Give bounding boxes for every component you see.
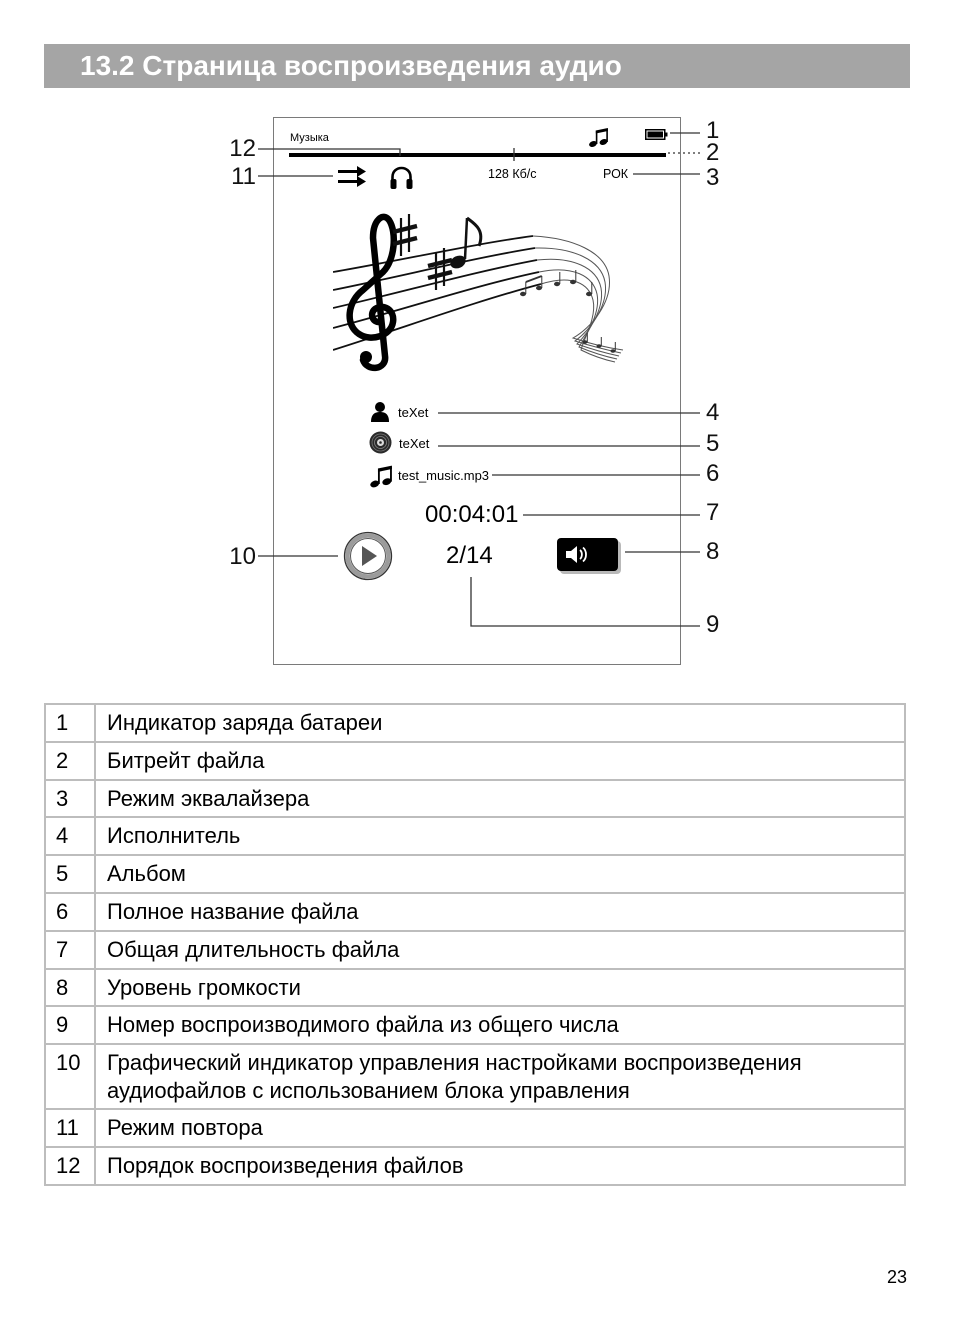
- audio-player-screen: [273, 117, 681, 665]
- callout-label-2: 2: [706, 139, 720, 166]
- callout-label-6: 6: [706, 460, 720, 487]
- row-description: Исполнитель: [107, 823, 241, 849]
- table-row: [46, 781, 904, 819]
- row-number: 8: [46, 970, 96, 1006]
- double-arrow-icon: [337, 166, 367, 187]
- callout-label-12: 12: [229, 135, 256, 162]
- row-description: Индикатор заряда батареи: [107, 710, 383, 735]
- row-description: Уровень громкости: [107, 974, 301, 1000]
- section-title: 13.2 Страница воспроизведения аудио: [80, 50, 622, 81]
- row-number: 10: [46, 1045, 96, 1108]
- table-row: [46, 705, 904, 743]
- row-description: Порядок воспроизведения файлов: [107, 1152, 464, 1178]
- row-description: Режим эквалайзера: [107, 785, 310, 811]
- callout-label-1: 1: [706, 117, 720, 144]
- file-note-icon: [369, 464, 392, 489]
- staff-ribbon: [533, 236, 623, 362]
- album-disc-icon: [369, 431, 392, 454]
- duration-text: 00:04:01: [425, 501, 519, 528]
- row-description: Альбом: [107, 861, 186, 887]
- table-row: [46, 1007, 904, 1045]
- artist-icon: [370, 401, 390, 422]
- row-number: 3: [46, 781, 96, 817]
- row-description: Графический индикатор управления настройками воспроизведения аудиофайлов с использованием блока управления: [107, 1050, 802, 1104]
- table-row: [46, 1110, 904, 1148]
- battery-icon: [645, 129, 668, 140]
- row-number: 12: [46, 1148, 96, 1184]
- callout-label-11: 11: [231, 163, 256, 190]
- row-description: Общая длительность файла: [107, 936, 400, 962]
- row-number: 6: [46, 894, 96, 930]
- row-description: Полное название файла: [107, 898, 359, 924]
- row-description: Битрейт файла: [107, 747, 265, 773]
- row-number: 4: [46, 818, 96, 854]
- callout-label-4: 4: [706, 399, 720, 426]
- treble-clef-icon: [350, 217, 394, 368]
- table-row: [46, 894, 904, 932]
- callout-label-5: 5: [706, 430, 720, 457]
- progress-line: [289, 153, 666, 157]
- music-artwork: [333, 210, 625, 372]
- table-row: [46, 932, 904, 970]
- screen-title: Музыка: [290, 132, 329, 144]
- table-row: [46, 818, 904, 856]
- album-text: teXet: [399, 436, 430, 451]
- music-note-icon: [588, 127, 608, 148]
- table-row: [46, 1045, 904, 1110]
- row-number: 2: [46, 743, 96, 779]
- table-row: [46, 743, 904, 781]
- track-position-text: 2/14: [446, 542, 493, 569]
- callout-label-8: 8: [706, 538, 720, 565]
- row-number: 1: [46, 705, 96, 741]
- callout-label-3: 3: [706, 164, 720, 191]
- page-number: 23: [887, 1267, 908, 1287]
- bitrate-text: 128 Кб/с: [488, 167, 537, 181]
- equalizer-text: РОК: [603, 167, 629, 181]
- row-description: Режим повтора: [107, 1115, 263, 1141]
- row-description: Номер воспроизводимого файла из общего числа: [107, 1012, 619, 1038]
- artist-text: teXet: [398, 405, 429, 420]
- callout-label-9: 9: [706, 611, 720, 638]
- section-header: [44, 44, 910, 88]
- file-name-text: test_music.mp3: [398, 468, 490, 483]
- table-row: [46, 970, 904, 1008]
- row-number: 7: [46, 932, 96, 968]
- row-number: 11: [46, 1110, 96, 1146]
- volume-icon: [557, 538, 622, 575]
- legend-table: [44, 703, 906, 1186]
- callout-label-10: 10: [229, 543, 256, 570]
- row-number: 9: [46, 1007, 96, 1043]
- callout-label-7: 7: [706, 499, 720, 526]
- table-row: [46, 1148, 904, 1186]
- row-number: 5: [46, 856, 96, 892]
- table-row: [46, 856, 904, 894]
- small-notes: [520, 270, 616, 353]
- play-icon: [343, 531, 393, 581]
- headphones-icon: [389, 165, 414, 190]
